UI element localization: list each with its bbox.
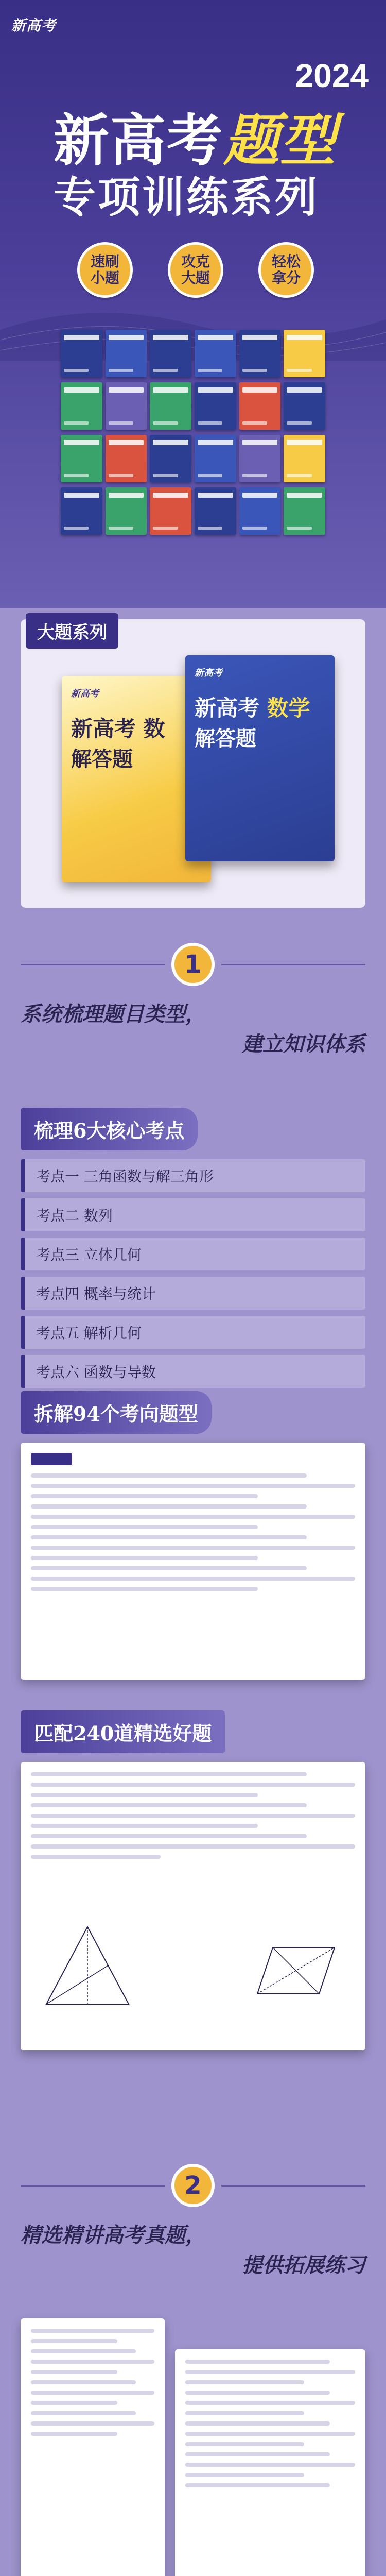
book-cover-thumb [61, 330, 102, 377]
doc-line [31, 2360, 154, 2364]
book-cover-thumb [150, 487, 191, 535]
cover-subtitle: 解答题 [195, 727, 256, 751]
doc-line [31, 1494, 258, 1498]
doc-line [31, 1515, 355, 1519]
book-cover-thumb [106, 382, 147, 430]
doc-line [31, 1484, 355, 1488]
doc-line [31, 1504, 307, 1509]
sample-page-problems [21, 1762, 365, 2050]
book-cover-thumb [150, 330, 191, 377]
section1-title-line2: 建立知识体系 [242, 1032, 365, 1056]
book-cover-thumb [61, 487, 102, 535]
list-item: 考点三 立体几何 [21, 1238, 365, 1270]
product-showcase [21, 619, 365, 908]
book-cover-thumb [106, 435, 147, 482]
badge-quick-small [77, 242, 133, 298]
doc-line [185, 2483, 330, 2487]
cover-title: 新高考 数 [71, 716, 165, 741]
doc-line [31, 2339, 117, 2343]
doc-line [31, 1587, 258, 1591]
doc-line [31, 1793, 258, 1797]
doc-line [31, 2380, 136, 2384]
series-label: 大题系列 [26, 613, 118, 649]
divider-line [221, 964, 365, 965]
doc-line [31, 1772, 307, 1776]
doc-line [185, 2370, 355, 2374]
doc-line [31, 1814, 355, 1818]
book-cover-thumb [106, 330, 147, 377]
sample-page-extension [175, 2349, 365, 2576]
doc-line [185, 2452, 330, 2456]
section2-title [21, 2221, 365, 2280]
doc-line [185, 2411, 304, 2415]
doc-line [185, 2432, 355, 2436]
sample-page-past-exam [21, 2318, 165, 2576]
doc-line [185, 2401, 355, 2405]
hero-title-prefix: 新高考 [54, 109, 224, 173]
doc-line [185, 2380, 304, 2384]
doc-tag [31, 1453, 72, 1465]
doc-line [31, 1803, 307, 1807]
geometry-figure [237, 1917, 340, 2020]
doc-line [31, 2349, 136, 2353]
book-cover-thumb [239, 487, 281, 535]
section-number-2: 2 [171, 2164, 215, 2207]
hero-title-line2: 专项训练系列 [54, 173, 320, 222]
book-series-grid [61, 330, 325, 540]
book-cover-thumb [61, 382, 102, 430]
book-cover-thumb [284, 487, 325, 535]
cover-logo: 新高考 [195, 668, 222, 679]
hero-title-highlight: 题型 [223, 109, 337, 173]
doc-line [31, 1824, 258, 1828]
doc-line [185, 2473, 304, 2477]
year-label: 2024 [295, 57, 369, 94]
doc-line [31, 2391, 154, 2395]
cover-title-a: 新高考 [195, 696, 267, 721]
doc-line [185, 2360, 330, 2364]
list-item: 考点五 解析几何 [21, 1316, 365, 1349]
badge-tackle-big [168, 242, 223, 298]
core-points-list [21, 1159, 365, 1394]
book-cover-thumb [239, 435, 281, 482]
book-cover-thumb [239, 330, 281, 377]
match-title: 匹配240道精选好题 [21, 1710, 225, 1753]
book-row [61, 382, 325, 430]
doc-line [31, 1473, 307, 1478]
core-points-title: 梳理6大核心考点 [21, 1108, 198, 1150]
doc-line [31, 1556, 258, 1560]
book-cover-thumb [195, 435, 236, 482]
doc-line [31, 1783, 355, 1787]
doc-line [31, 1535, 307, 1539]
divider-line [21, 964, 165, 965]
doc-line [185, 2391, 330, 2395]
book-row [61, 435, 325, 482]
book-cover-thumb [61, 435, 102, 482]
doc-line [31, 1855, 161, 1859]
book-cover-thumb [195, 487, 236, 535]
book-cover-thumb [195, 330, 236, 377]
doc-line [185, 2463, 355, 2467]
badge-easy-score [258, 242, 314, 298]
doc-line [31, 1844, 355, 1849]
badge-label: 轻松 拿分 [271, 252, 301, 286]
section2-title-line2: 提供拓展练习 [242, 2253, 365, 2277]
doc-line [31, 2370, 117, 2374]
book-cover-thumb [284, 330, 325, 377]
divider-line [221, 2185, 365, 2187]
doc-line [31, 1546, 355, 1550]
breakdown-title: 拆解94个考向题型 [21, 1391, 212, 1434]
book-cover-thumb [195, 382, 236, 430]
badge-label: 速刷 小题 [90, 252, 119, 286]
doc-line [31, 2421, 154, 2426]
doc-line [31, 1525, 258, 1529]
section-number-1: 1 [171, 943, 215, 986]
sample-page-topics [21, 1443, 365, 1680]
list-item: 考点一 三角函数与解三角形 [21, 1159, 365, 1192]
section2-title-line1: 精选精讲高考真题， [21, 2223, 206, 2247]
book-row [61, 487, 325, 535]
brand-logo: 新高考 [11, 17, 57, 34]
book-cover-thumb [150, 382, 191, 430]
feature-badges [77, 242, 314, 298]
doc-line [185, 2421, 330, 2426]
list-item: 考点六 函数与导数 [21, 1355, 365, 1388]
doc-line [31, 1577, 355, 1581]
doc-line [31, 2411, 136, 2415]
divider-line [21, 2185, 165, 2187]
badge-label: 攻克 大题 [181, 252, 210, 286]
doc-line [31, 1566, 307, 1570]
book-cover-thumb [150, 435, 191, 482]
hero-banner [0, 0, 386, 608]
cover-logo: 新高考 [71, 688, 99, 699]
doc-line [31, 2329, 154, 2333]
book-cover-thumb [106, 487, 147, 535]
geometry-figure [36, 1917, 139, 2020]
section1-title [21, 999, 365, 1059]
book-cover-thumb [239, 382, 281, 430]
list-item: 考点四 概率与统计 [21, 1277, 365, 1310]
book-cover-thumb [284, 382, 325, 430]
doc-line [185, 2442, 304, 2446]
doc-line [31, 2401, 117, 2405]
doc-line [31, 2432, 117, 2436]
cover-title [195, 691, 310, 722]
cover-subtitle: 解答题 [71, 748, 133, 771]
doc-line [31, 1834, 307, 1838]
book-row [61, 330, 325, 377]
cover-title-subject: 数学 [267, 696, 310, 721]
book-cover-thumb [284, 435, 325, 482]
list-item: 考点二 数列 [21, 1198, 365, 1231]
section1-title-line1: 系统梳理题目类型， [21, 1002, 206, 1026]
book-cover-blue [185, 655, 335, 861]
